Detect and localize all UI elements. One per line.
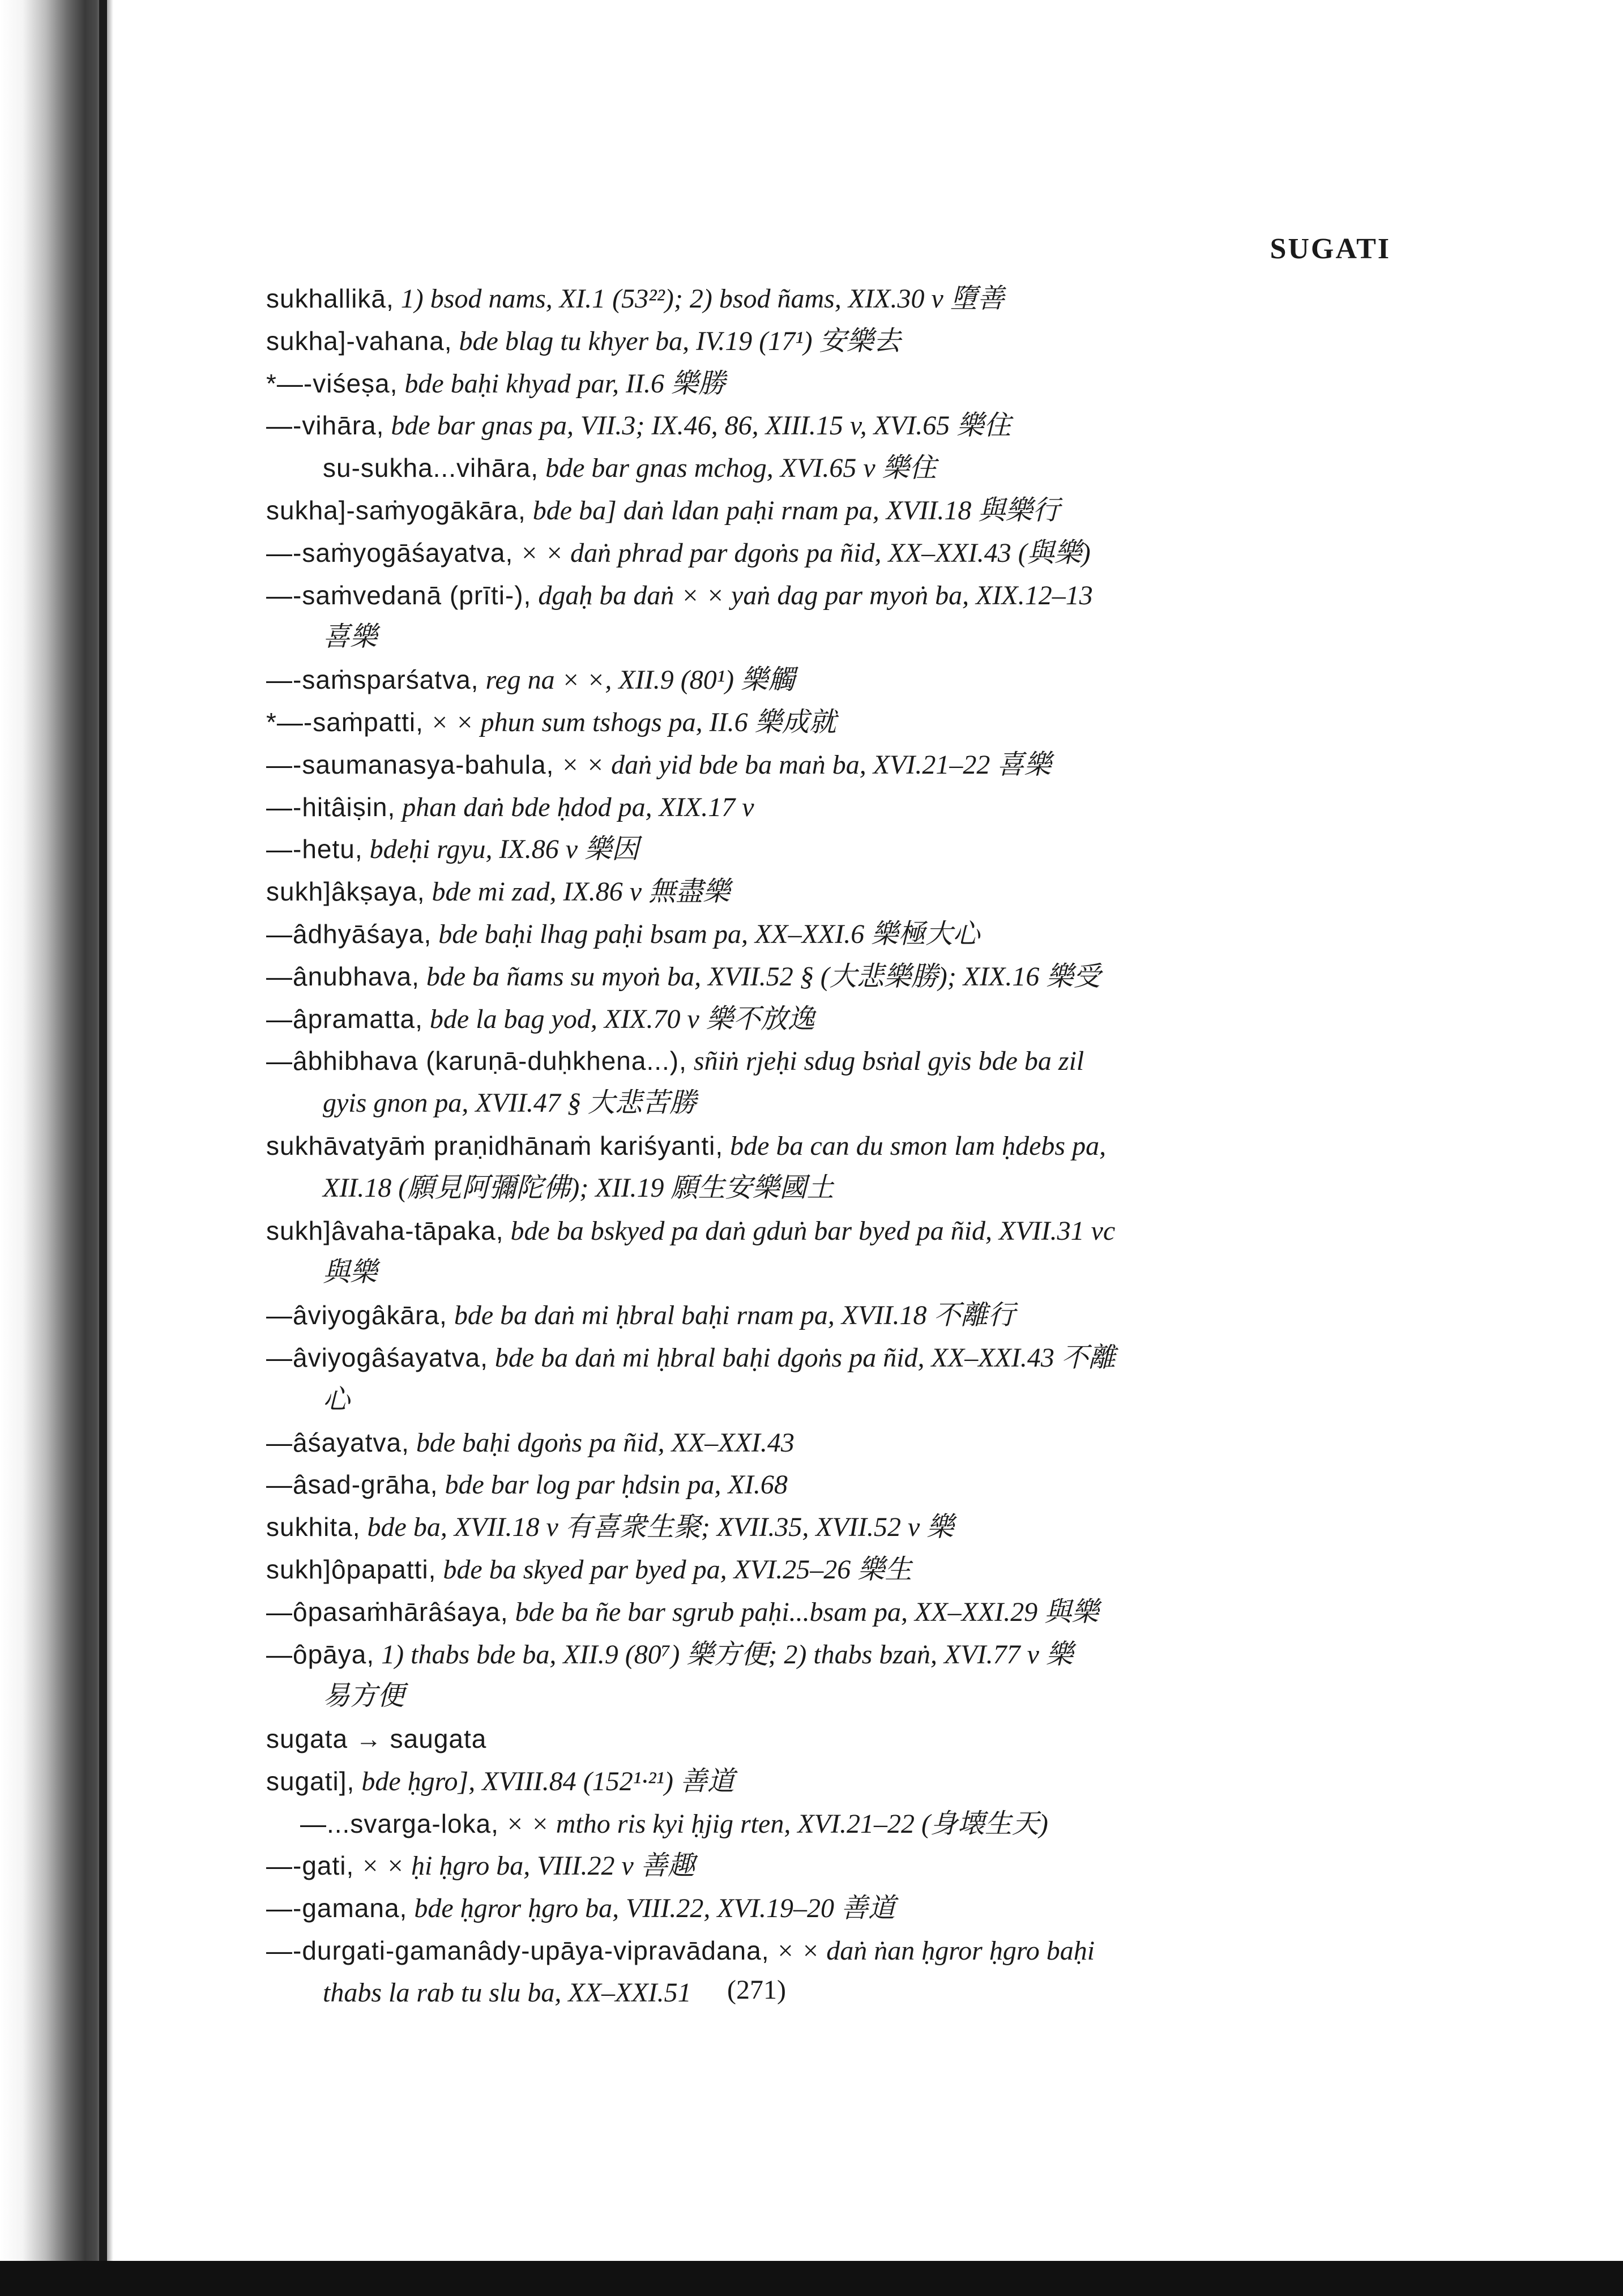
entry-gloss: 心: [323, 1384, 351, 1415]
entry-headword: —-saṁsparśatva,: [266, 665, 479, 695]
entry-gloss: bde mi zad, IX.86 v 無盡樂: [432, 877, 731, 907]
entry-gloss: 與樂: [323, 1257, 378, 1288]
entry-headword: —-saṁvedanā (prīti-),: [266, 580, 532, 610]
entry-headword: —...svarga-loka,: [300, 1808, 499, 1838]
entry-headword: sukh]âvaha-tāpaka,: [266, 1215, 504, 1245]
entry-gloss: 易方便: [323, 1681, 405, 1712]
entry-gloss: × × ḥi ḥgro ba, VIII.22 v 善趣: [361, 1851, 695, 1881]
entry-continuation: [266, 616, 1376, 659]
entry-continuation: [266, 1252, 1376, 1294]
entry-gloss: bde ba, XVII.18 v 有喜衆生聚; XVII.35, XVII.52 v 樂: [367, 1512, 954, 1543]
entry-gloss: × × daṅ yid bde ba maṅ ba, XVI.21–22 喜樂: [561, 749, 1052, 780]
dictionary-entry: [266, 489, 1376, 532]
running-head: SUGATI: [1270, 233, 1391, 265]
book-binding-shadow: [0, 0, 113, 2296]
entry-gloss: dgaḥ ba daṅ × × yaṅ dag par myoṅ ba, XIX.12–13: [538, 580, 1093, 611]
entry-gloss: bde ba skyed par byed pa, XVI.25–26 樂生: [443, 1554, 912, 1585]
entry-headword: —-gamana,: [266, 1893, 408, 1923]
entry-gloss: bdeḥi rgyu, IX.86 v 樂因: [369, 834, 639, 865]
dictionary-entry: [266, 1718, 1376, 1760]
dictionary-entry: [266, 1845, 1376, 1887]
entry-headword: sukhāvatyāṁ praṇidhānaṁ kariśyanti,: [266, 1130, 724, 1160]
entry-gloss: × × phun sum tshogs pa, II.6 樂成就: [430, 707, 836, 737]
dictionary-entry: [266, 1422, 1376, 1464]
entry-gloss: bde blag tu khyer ba, IV.19 (17¹) 安樂去: [459, 326, 901, 356]
entry-gloss: phan daṅ bde ḥdod pa, XIX.17 v: [402, 792, 754, 822]
entry-gloss: bde ba can du smon lam ḥdebs pa,: [730, 1130, 1107, 1161]
dictionary-entry: [266, 1591, 1376, 1633]
dictionary-entry: [266, 1633, 1376, 1676]
entry-headword: —-gati,: [266, 1851, 355, 1881]
entry-gloss: bde bar log par ḥdsin pa, XI.68: [445, 1470, 788, 1500]
dictionary-entry: [266, 1930, 1376, 1972]
entry-headword: —-hetu,: [266, 834, 363, 864]
entry-gloss: reg na × ×, XII.9 (80¹) 樂觸: [485, 665, 796, 695]
entry-gloss: bde ḥgror ḥgro ba, VIII.22, XVI.19–20 善道: [414, 1893, 896, 1924]
entry-headword: —âviyogâśayatva,: [266, 1342, 488, 1372]
dictionary-entry: [266, 828, 1376, 870]
entry-headword: sukh]ôpapatti,: [266, 1554, 437, 1584]
dictionary-entry: [266, 870, 1376, 913]
dictionary-entry: [266, 1803, 1376, 1845]
entry-headword: —ôpasaṁhārâśaya,: [266, 1597, 509, 1627]
dictionary-entry: [266, 362, 1376, 405]
entry-gloss: bde ba] daṅ ldan paḥi rnam pa, XVII.18 與樂行: [532, 495, 1060, 526]
entry-gloss: gyis gnon pa, XVII.47 § 大悲苦勝: [323, 1088, 697, 1119]
dictionary-entry: [266, 913, 1376, 955]
dictionary-entry: [266, 1887, 1376, 1930]
dictionary-entry: [266, 786, 1376, 829]
entry-continuation: [266, 1675, 1376, 1718]
dictionary-entry: [266, 659, 1376, 701]
dictionary-entry: [266, 404, 1376, 447]
entry-headword: —ôpāya,: [266, 1639, 375, 1669]
entry-headword: su-sukha...vihāra,: [323, 453, 539, 483]
entry-headword: sugati],: [266, 1766, 355, 1796]
scan-bottom-edge: [0, 2261, 1623, 2296]
entry-gloss: thabs la rab tu slu ba, XX–XXI.51: [323, 1977, 691, 2008]
dictionary-entry: [266, 447, 1376, 489]
entry-continuation: [266, 1167, 1376, 1210]
entry-gloss: bde baḥi khyad par, II.6 樂勝: [404, 368, 725, 399]
entry-headword: —-hitâiṣin,: [266, 792, 396, 822]
entry-headword: *—-saṁpatti,: [266, 707, 424, 737]
entry-gloss: 喜樂: [323, 622, 378, 652]
entry-headword: sukha]-saṁyogākāra,: [266, 495, 526, 525]
entry-headword: —-durgati-gamanâdy-upāya-vipravādana,: [266, 1936, 770, 1966]
entry-gloss: XII.18 (願見阿彌陀佛); XII.19 願生安樂國土: [323, 1172, 834, 1203]
page-number: (271): [727, 1975, 786, 2005]
entry-headword: —âsad-grāha,: [266, 1470, 438, 1500]
dictionary-entry: [266, 998, 1376, 1040]
dictionary-entry: [266, 574, 1376, 617]
entry-headword: —ânubhava,: [266, 961, 420, 991]
dictionary-entry: [266, 278, 1376, 320]
entry-gloss: bde la bag yod, XIX.70 v 樂不放逸: [429, 1004, 815, 1034]
dictionary-entry: [266, 320, 1376, 362]
dictionary-entry: [266, 1760, 1376, 1803]
entry-gloss: 1) thabs bde ba, XII.9 (80⁷) 樂方便; 2) thabs bzaṅ, XVI.77 v 樂: [381, 1639, 1073, 1670]
dictionary-entries: [266, 278, 1376, 2015]
dictionary-entry: [266, 1548, 1376, 1591]
entry-headword: —-saṁyogāśayatva,: [266, 537, 514, 567]
entry-gloss: bde baḥi lhag paḥi bsam pa, XX–XXI.6 樂極大心: [438, 919, 980, 949]
entry-gloss: bde bar gnas pa, VII.3; IX.46, 86, XIII.15 v, XVI.65 樂住: [391, 411, 1011, 441]
entry-gloss: × × daṅ ṅan ḥgror ḥgro baḥi: [776, 1936, 1095, 1966]
dictionary-entry: [266, 701, 1376, 744]
entry-gloss: bde ba bskyed pa daṅ gduṅ bar byed pa ñid, XVII.31 vc: [510, 1215, 1116, 1246]
entry-headword: —âśayatva,: [266, 1427, 409, 1457]
entry-gloss: × × daṅ phrad par dgoṅs pa ñid, XX–XXI.43 (與樂): [520, 537, 1091, 568]
entry-headword: *—-viśeṣa,: [266, 368, 398, 398]
dictionary-entry: [266, 532, 1376, 574]
entry-headword: sukhallikā,: [266, 284, 394, 313]
page-gutter-edge: [99, 0, 107, 2296]
dictionary-entry: [266, 1463, 1376, 1506]
entry-gloss: bde ba ñe bar sgrub paḥi...bsam pa, XX–XXI.29 與樂: [515, 1597, 1099, 1627]
entry-continuation: [266, 1379, 1376, 1422]
dictionary-entry: [266, 1294, 1376, 1337]
entry-gloss: × × mtho ris kyi ḥjig rten, XVI.21–22 (身壊生天): [505, 1808, 1048, 1839]
entry-headword: —âviyogâkāra,: [266, 1300, 447, 1330]
dictionary-entry: [266, 1337, 1376, 1379]
entry-headword: sukh]âkṣaya,: [266, 877, 425, 907]
entry-gloss: sñiṅ rjeḥi sdug bsṅal gyis bde ba zil: [693, 1046, 1084, 1077]
entry-gloss: bde bar gnas mchog, XVI.65 v 樂住: [545, 453, 937, 484]
entry-gloss: bde ba daṅ mi ḥbral baḥi dgoṅs pa ñid, XX–XXI.43 不離: [494, 1342, 1116, 1373]
dictionary-entry: [266, 744, 1376, 786]
entry-headword: —âdhyāśaya,: [266, 919, 432, 949]
entry-gloss: bde ba daṅ mi ḥbral baḥi rnam pa, XVII.18 不離行: [454, 1300, 1015, 1331]
entry-headword: sugata → saugata: [266, 1724, 487, 1754]
entry-headword: —âpramatta,: [266, 1004, 423, 1034]
dictionary-entry: [266, 1125, 1376, 1167]
entry-gloss: 1) bsod nams, XI.1 (53²²); 2) bsod ñams, XIX.30 v 墮善: [400, 284, 1005, 314]
dictionary-entry: [266, 1506, 1376, 1548]
dictionary-entry: [266, 955, 1376, 998]
entry-gloss: bde baḥi dgoṅs pa ñid, XX–XXI.43: [416, 1427, 795, 1458]
entry-gloss: bde ḥgro], XVIII.84 (152¹·²¹) 善道: [361, 1766, 734, 1796]
entry-gloss: bde ba ñams su myoṅ ba, XVII.52 § (大悲樂勝); XIX.16 樂受: [426, 961, 1101, 992]
dictionary-entry: [266, 1040, 1376, 1082]
entry-headword: sukha]-vahana,: [266, 326, 452, 356]
entry-continuation: [266, 1972, 1376, 2015]
entry-headword: sukhita,: [266, 1512, 361, 1542]
dictionary-entry: [266, 1210, 1376, 1252]
entry-headword: —-saumanasya-bahula,: [266, 749, 554, 779]
entry-continuation: [266, 1082, 1376, 1125]
entry-headword: —âbhibhava (karuṇā-duḥkhena...),: [266, 1046, 687, 1076]
entry-headword: —-vihāra,: [266, 411, 385, 441]
